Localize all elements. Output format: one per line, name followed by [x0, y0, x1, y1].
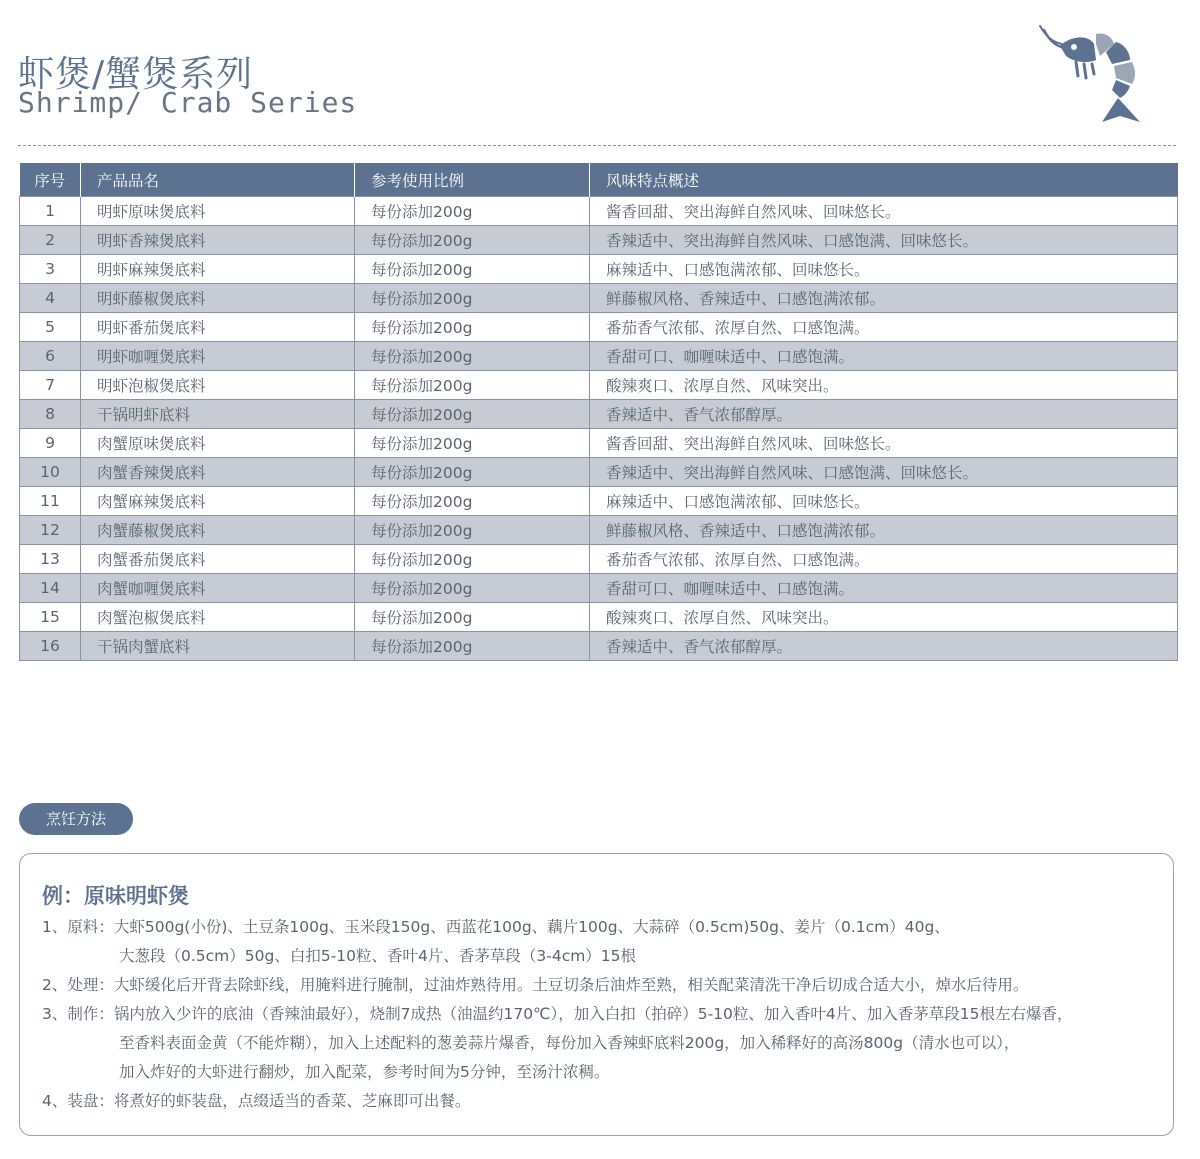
cell-name: 明虾咖喱煲底料	[81, 342, 355, 371]
product-table	[19, 163, 1178, 661]
step-1-line-2: 大葱段（0.5cm）50g、白扣5-10粒、香叶4片、香茅草段（3-4cm）15根	[119, 947, 637, 965]
cell-name: 明虾原味煲底料	[81, 197, 355, 226]
step-3-line-2: 至香料表面金黄（不能炸糊），加入上述配料的葱姜蒜片爆香，每份加入香辣虾底料200g，加入稀释好的高汤800g（清水也可以），	[119, 1034, 1020, 1052]
cell-name: 明虾泡椒煲底料	[81, 371, 355, 400]
example-title: 例：原味明虾煲	[42, 884, 189, 908]
cell-ratio: 每份添加200g	[355, 284, 590, 313]
page-title: 虾煲/蟹煲系列	[18, 54, 254, 95]
table-row	[20, 226, 1178, 255]
cell-flavor: 酱香回甜、突出海鲜自然风味、回味悠长。	[590, 197, 1178, 226]
cell-no: 15	[20, 603, 81, 632]
cell-no: 5	[20, 313, 81, 342]
cell-ratio: 每份添加200g	[355, 458, 590, 487]
cell-flavor: 番茄香气浓郁、浓厚自然、口感饱满。	[590, 313, 1178, 342]
cell-no: 1	[20, 197, 81, 226]
cell-ratio: 每份添加200g	[355, 545, 590, 574]
table-row	[20, 545, 1178, 574]
method-steps	[42, 913, 1162, 1116]
cell-name: 明虾麻辣煲底料	[81, 255, 355, 284]
cell-no: 9	[20, 429, 81, 458]
cell-name: 肉蟹香辣煲底料	[81, 458, 355, 487]
header-divider	[18, 145, 1176, 146]
cell-name: 肉蟹藤椒煲底料	[81, 516, 355, 545]
cell-no: 14	[20, 574, 81, 603]
cell-ratio: 每份添加200g	[355, 255, 590, 284]
cell-no: 2	[20, 226, 81, 255]
cooking-method-tag: 烹饪方法	[19, 803, 133, 835]
cell-no: 6	[20, 342, 81, 371]
header-no: 序号	[20, 163, 81, 197]
table-row	[20, 516, 1178, 545]
cell-name: 干锅肉蟹底料	[81, 632, 355, 661]
table-row	[20, 632, 1178, 661]
cell-flavor: 麻辣适中、口感饱满浓郁、回味悠长。	[590, 487, 1178, 516]
header-ratio: 参考使用比例	[355, 163, 590, 197]
header-flavor: 风味特点概述	[590, 163, 1178, 197]
cell-flavor: 番茄香气浓郁、浓厚自然、口感饱满。	[590, 545, 1178, 574]
cell-flavor: 香辣适中、突出海鲜自然风味、口感饱满、回味悠长。	[590, 458, 1178, 487]
table-row	[20, 371, 1178, 400]
page-subtitle: Shrimp/ Crab Series	[18, 86, 358, 119]
table-row	[20, 197, 1178, 226]
table-row	[20, 400, 1178, 429]
cell-name: 肉蟹麻辣煲底料	[81, 487, 355, 516]
cell-ratio: 每份添加200g	[355, 197, 590, 226]
cell-flavor: 麻辣适中、口感饱满浓郁、回味悠长。	[590, 255, 1178, 284]
cell-flavor: 香辣适中、香气浓郁醇厚。	[590, 400, 1178, 429]
cell-name: 肉蟹泡椒煲底料	[81, 603, 355, 632]
cell-no: 10	[20, 458, 81, 487]
shrimp-logo-icon	[1036, 20, 1146, 124]
cell-name: 肉蟹咖喱煲底料	[81, 574, 355, 603]
header-name: 产品品名	[81, 163, 355, 197]
cell-no: 13	[20, 545, 81, 574]
cell-name: 干锅明虾底料	[81, 400, 355, 429]
cell-no: 16	[20, 632, 81, 661]
cell-ratio: 每份添加200g	[355, 574, 590, 603]
cell-flavor: 香辣适中、香气浓郁醇厚。	[590, 632, 1178, 661]
cell-no: 8	[20, 400, 81, 429]
cell-flavor: 香甜可口、咖喱味适中、口感饱满。	[590, 342, 1178, 371]
cell-no: 3	[20, 255, 81, 284]
cell-ratio: 每份添加200g	[355, 516, 590, 545]
cell-name: 明虾香辣煲底料	[81, 226, 355, 255]
cell-ratio: 每份添加200g	[355, 371, 590, 400]
step-1-line-1: 1、原料：大虾500g(小份)、土豆条100g、玉米段150g、西蓝花100g、藕片100g、大蒜碎（0.5cm)50g、姜片（0.1cm）40g、	[42, 918, 950, 936]
table-row	[20, 603, 1178, 632]
step-2: 2、处理：大虾缓化后开背去除虾线，用腌料进行腌制，过油炸熟待用。土豆切条后油炸至熟，相关配菜清洗干净后切成合适大小，焯水后待用。	[42, 976, 1029, 994]
cell-flavor: 酸辣爽口、浓厚自然、风味突出。	[590, 603, 1178, 632]
cell-no: 7	[20, 371, 81, 400]
cell-name: 肉蟹番茄煲底料	[81, 545, 355, 574]
step-4: 4、装盘：将煮好的虾装盘，点缀适当的香菜、芝麻即可出餐。	[42, 1092, 471, 1110]
table-row	[20, 429, 1178, 458]
table-row	[20, 458, 1178, 487]
cell-name: 明虾藤椒煲底料	[81, 284, 355, 313]
cell-no: 11	[20, 487, 81, 516]
cooking-method-panel	[19, 853, 1174, 1136]
cell-ratio: 每份添加200g	[355, 226, 590, 255]
step-3-line-1: 3、制作：锅内放入少许的底油（香辣油最好），烧制7成热（油温约170℃），加入白扣（拍碎）5-10粒、加入香叶4片、加入香茅草段15根左右爆香，	[42, 1005, 1073, 1023]
cell-flavor: 香辣适中、突出海鲜自然风味、口感饱满、回味悠长。	[590, 226, 1178, 255]
cell-no: 12	[20, 516, 81, 545]
step-3-line-3: 加入炸好的大虾进行翻炒，加入配菜，参考时间为5分钟，至汤汁浓稠。	[119, 1063, 610, 1081]
cell-flavor: 酸辣爽口、浓厚自然、风味突出。	[590, 371, 1178, 400]
table-header-row	[20, 163, 1178, 197]
cell-flavor: 香甜可口、咖喱味适中、口感饱满。	[590, 574, 1178, 603]
cell-flavor: 鲜藤椒风格、香辣适中、口感饱满浓郁。	[590, 284, 1178, 313]
cell-flavor: 鲜藤椒风格、香辣适中、口感饱满浓郁。	[590, 516, 1178, 545]
cell-ratio: 每份添加200g	[355, 429, 590, 458]
table-row	[20, 487, 1178, 516]
table-row	[20, 284, 1178, 313]
cell-no: 4	[20, 284, 81, 313]
cell-ratio: 每份添加200g	[355, 603, 590, 632]
table-row	[20, 342, 1178, 371]
cell-ratio: 每份添加200g	[355, 632, 590, 661]
table-row	[20, 574, 1178, 603]
cell-flavor: 酱香回甜、突出海鲜自然风味、回味悠长。	[590, 429, 1178, 458]
table-row	[20, 313, 1178, 342]
cell-ratio: 每份添加200g	[355, 342, 590, 371]
cell-ratio: 每份添加200g	[355, 400, 590, 429]
cell-name: 肉蟹原味煲底料	[81, 429, 355, 458]
cell-ratio: 每份添加200g	[355, 487, 590, 516]
cell-ratio: 每份添加200g	[355, 313, 590, 342]
table-row	[20, 255, 1178, 284]
cell-name: 明虾番茄煲底料	[81, 313, 355, 342]
